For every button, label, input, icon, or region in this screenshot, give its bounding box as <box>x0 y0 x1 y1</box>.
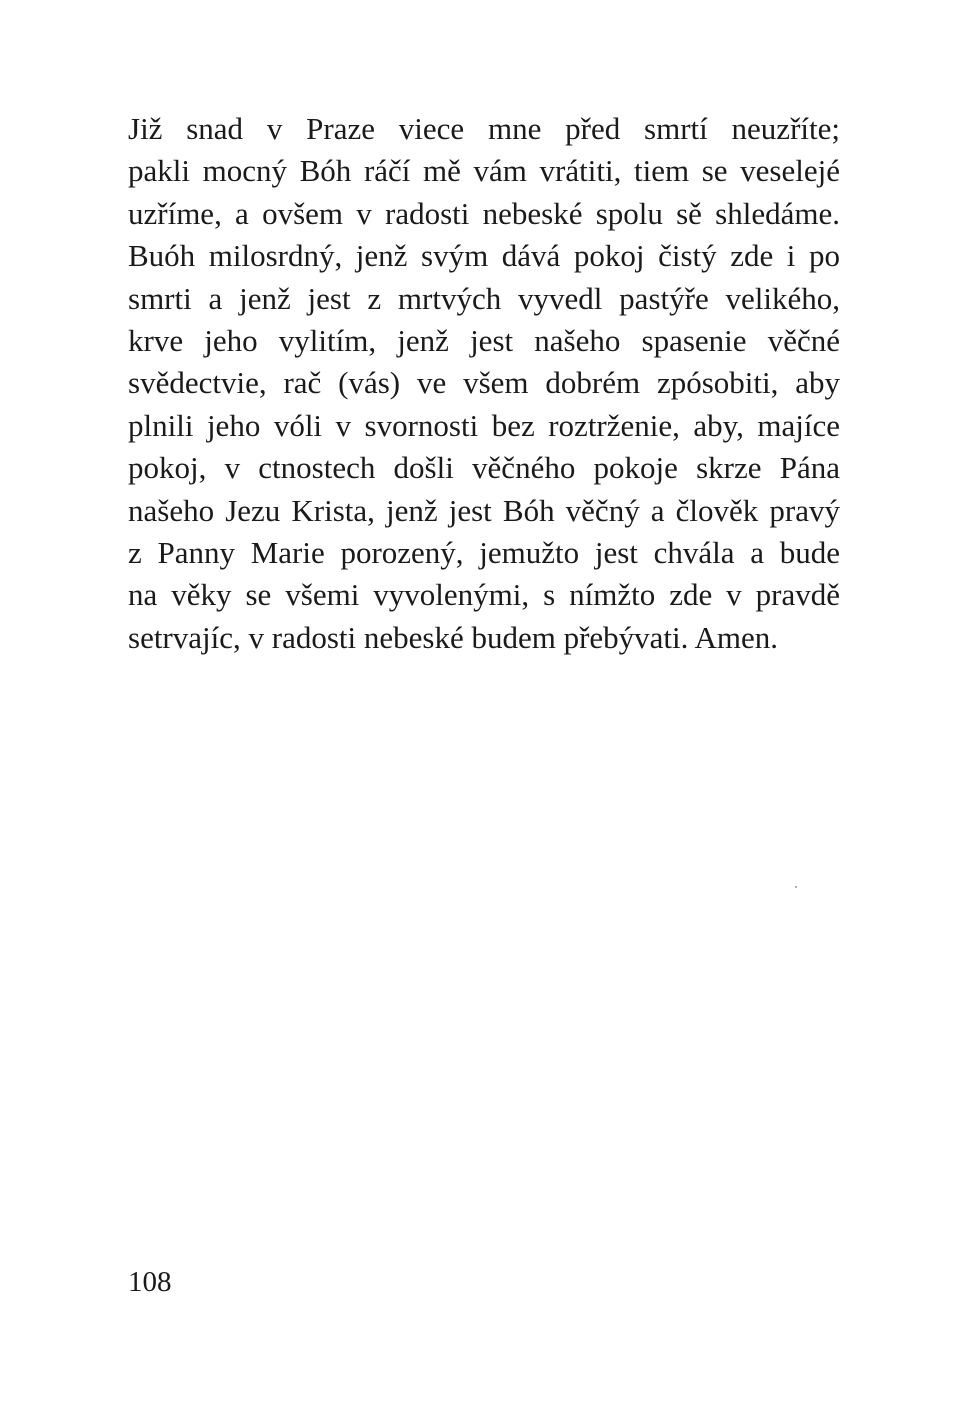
text-line: krve jeho vylitím, jenž jest našeho spasenie věčné <box>128 322 840 358</box>
text-line: na věky se všemi vyvolenými, s nímžto zde v pravdě <box>128 577 840 613</box>
text-line: pakli mocný Bóh ráčí mě vám vrátiti, tiem se veselejé <box>128 153 840 189</box>
text-line: svědectvie, rač (vás) ve všem dobrém zpósobiti, aby <box>128 365 840 401</box>
text-line: Buóh milosrdný, jenž svým dává pokoj čistý zde i po <box>128 238 840 274</box>
page-number: 108 <box>128 1266 172 1298</box>
body-paragraph <box>128 108 840 659</box>
text-line: uzříme, a ovšem v radosti nebeské spolu sě shledáme. <box>128 195 840 231</box>
text-line: plnili jeho vóli v svornosti bez roztrženie, aby, majíce <box>128 407 840 443</box>
text-line: smrti a jenž jest z mrtvých vyvedl pastýře velikého, <box>128 280 840 316</box>
text-line: našeho Jezu Krista, jenž jest Bóh věčný a člověk pravý <box>128 492 840 528</box>
paper-speck <box>795 886 797 888</box>
text-line: z Panny Marie porozený, jemužto jest chvála a bude <box>128 534 840 570</box>
text-line: Již snad v Praze viece mne před smrtí neuzříte; <box>128 111 840 146</box>
text-line: pokoj, v ctnostech došli věčného pokoje skrze Pána <box>128 450 840 486</box>
text-line: setrvajíc, v radosti nebeské budem přebývati. Amen. <box>128 619 778 655</box>
